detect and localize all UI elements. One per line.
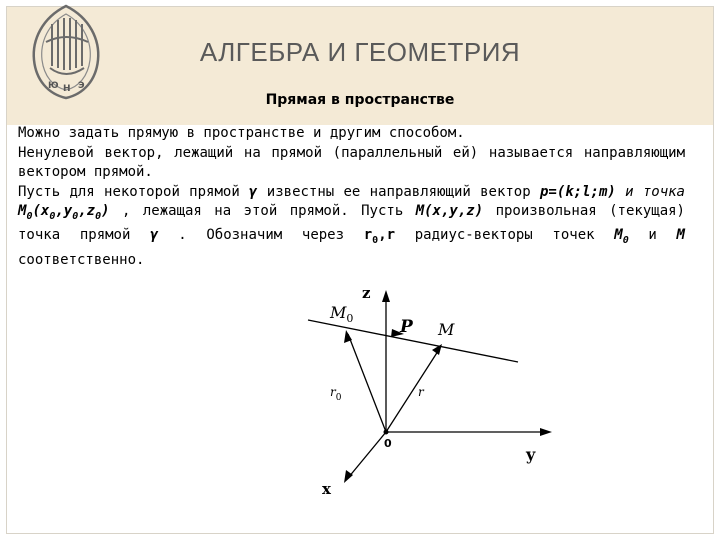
paragraph-3 (18, 183, 685, 271)
y0-sub: 0 (72, 210, 79, 222)
direction-vector: p=(k;l;m) (539, 183, 616, 200)
p3-text-6: . Обозначим через (158, 227, 364, 244)
m0-letter: M (18, 203, 27, 219)
m0-ref (614, 227, 629, 247)
page-title: АЛГЕБРА И ГЕОМЕТРИЯ (199, 37, 521, 67)
x0-sub: 0 (49, 210, 56, 222)
r0-vector-label: $r_0$ (330, 385, 342, 403)
z-arrowhead (382, 290, 390, 302)
x-arrowhead (344, 470, 353, 483)
p3-text-3: и точка (615, 183, 685, 200)
m0-ref-sub: 0 (622, 235, 629, 247)
p3-text-8: и (628, 227, 677, 244)
point-m0-label (18, 203, 110, 222)
line-diagram (300, 280, 560, 510)
z0-sub: 0 (95, 210, 102, 222)
m0-comma-2: ,z (78, 203, 96, 219)
x-axis (348, 432, 386, 478)
paragraph-1: Можно задать прямую в пространстве и другим способом. (18, 125, 465, 141)
x-label: x (322, 480, 331, 498)
m0-ref-letter: M (614, 227, 623, 244)
origin-point (384, 430, 389, 435)
line-gamma (308, 320, 518, 362)
radius-vectors (363, 227, 396, 247)
slide-body (18, 124, 685, 270)
p3-text-2: известны ее направляющий вектор (257, 183, 540, 200)
gamma-symbol: γ (249, 183, 258, 200)
m-ref: M (676, 227, 685, 244)
m0-point-label: $M_0$ (330, 303, 354, 325)
p3-text-1: Пусть для некоторой прямой (18, 183, 250, 200)
z-label: z (362, 284, 371, 302)
r0-letter: r (363, 227, 373, 244)
p3-text-9: соответственно. (18, 251, 145, 268)
p-vector-label: P (400, 317, 413, 337)
r-letter: ,r (378, 227, 396, 244)
vector-r (386, 348, 440, 432)
p3-text-4: , лежащая на этой прямой. Пусть (109, 203, 416, 219)
m0-comma-1: ,y (55, 203, 73, 219)
m0-sub: 0 (26, 210, 33, 222)
slide-subtitle: Прямая в пространстве (265, 92, 455, 108)
p3-text-7: радиус-векторы точек (395, 227, 615, 244)
logo-letter-1: Ю (48, 81, 59, 91)
paragraph-2: Ненулевой вектор, лежащий на прямой (параллельный ей) называется направляющим вектором прямой. (18, 144, 685, 180)
r0-sub: 0 (372, 235, 379, 247)
y-arrowhead (540, 428, 552, 436)
vector-r0 (348, 334, 386, 432)
p3-text-5: произвольная (текущая) точка прямой (18, 203, 685, 244)
logo-letter-3: Э (78, 81, 85, 91)
y-label: y (526, 445, 536, 464)
point-m-xyz: M(x,y,z) (415, 203, 484, 219)
r-vector-label: r (418, 385, 424, 399)
gamma-symbol-2: γ (150, 227, 159, 244)
m0-open: (x (32, 203, 50, 219)
m-point-label: M (438, 320, 455, 339)
origin-label: 0 (384, 437, 392, 450)
logo-letter-2: Н (63, 84, 71, 94)
m0-close: ) (101, 203, 110, 219)
